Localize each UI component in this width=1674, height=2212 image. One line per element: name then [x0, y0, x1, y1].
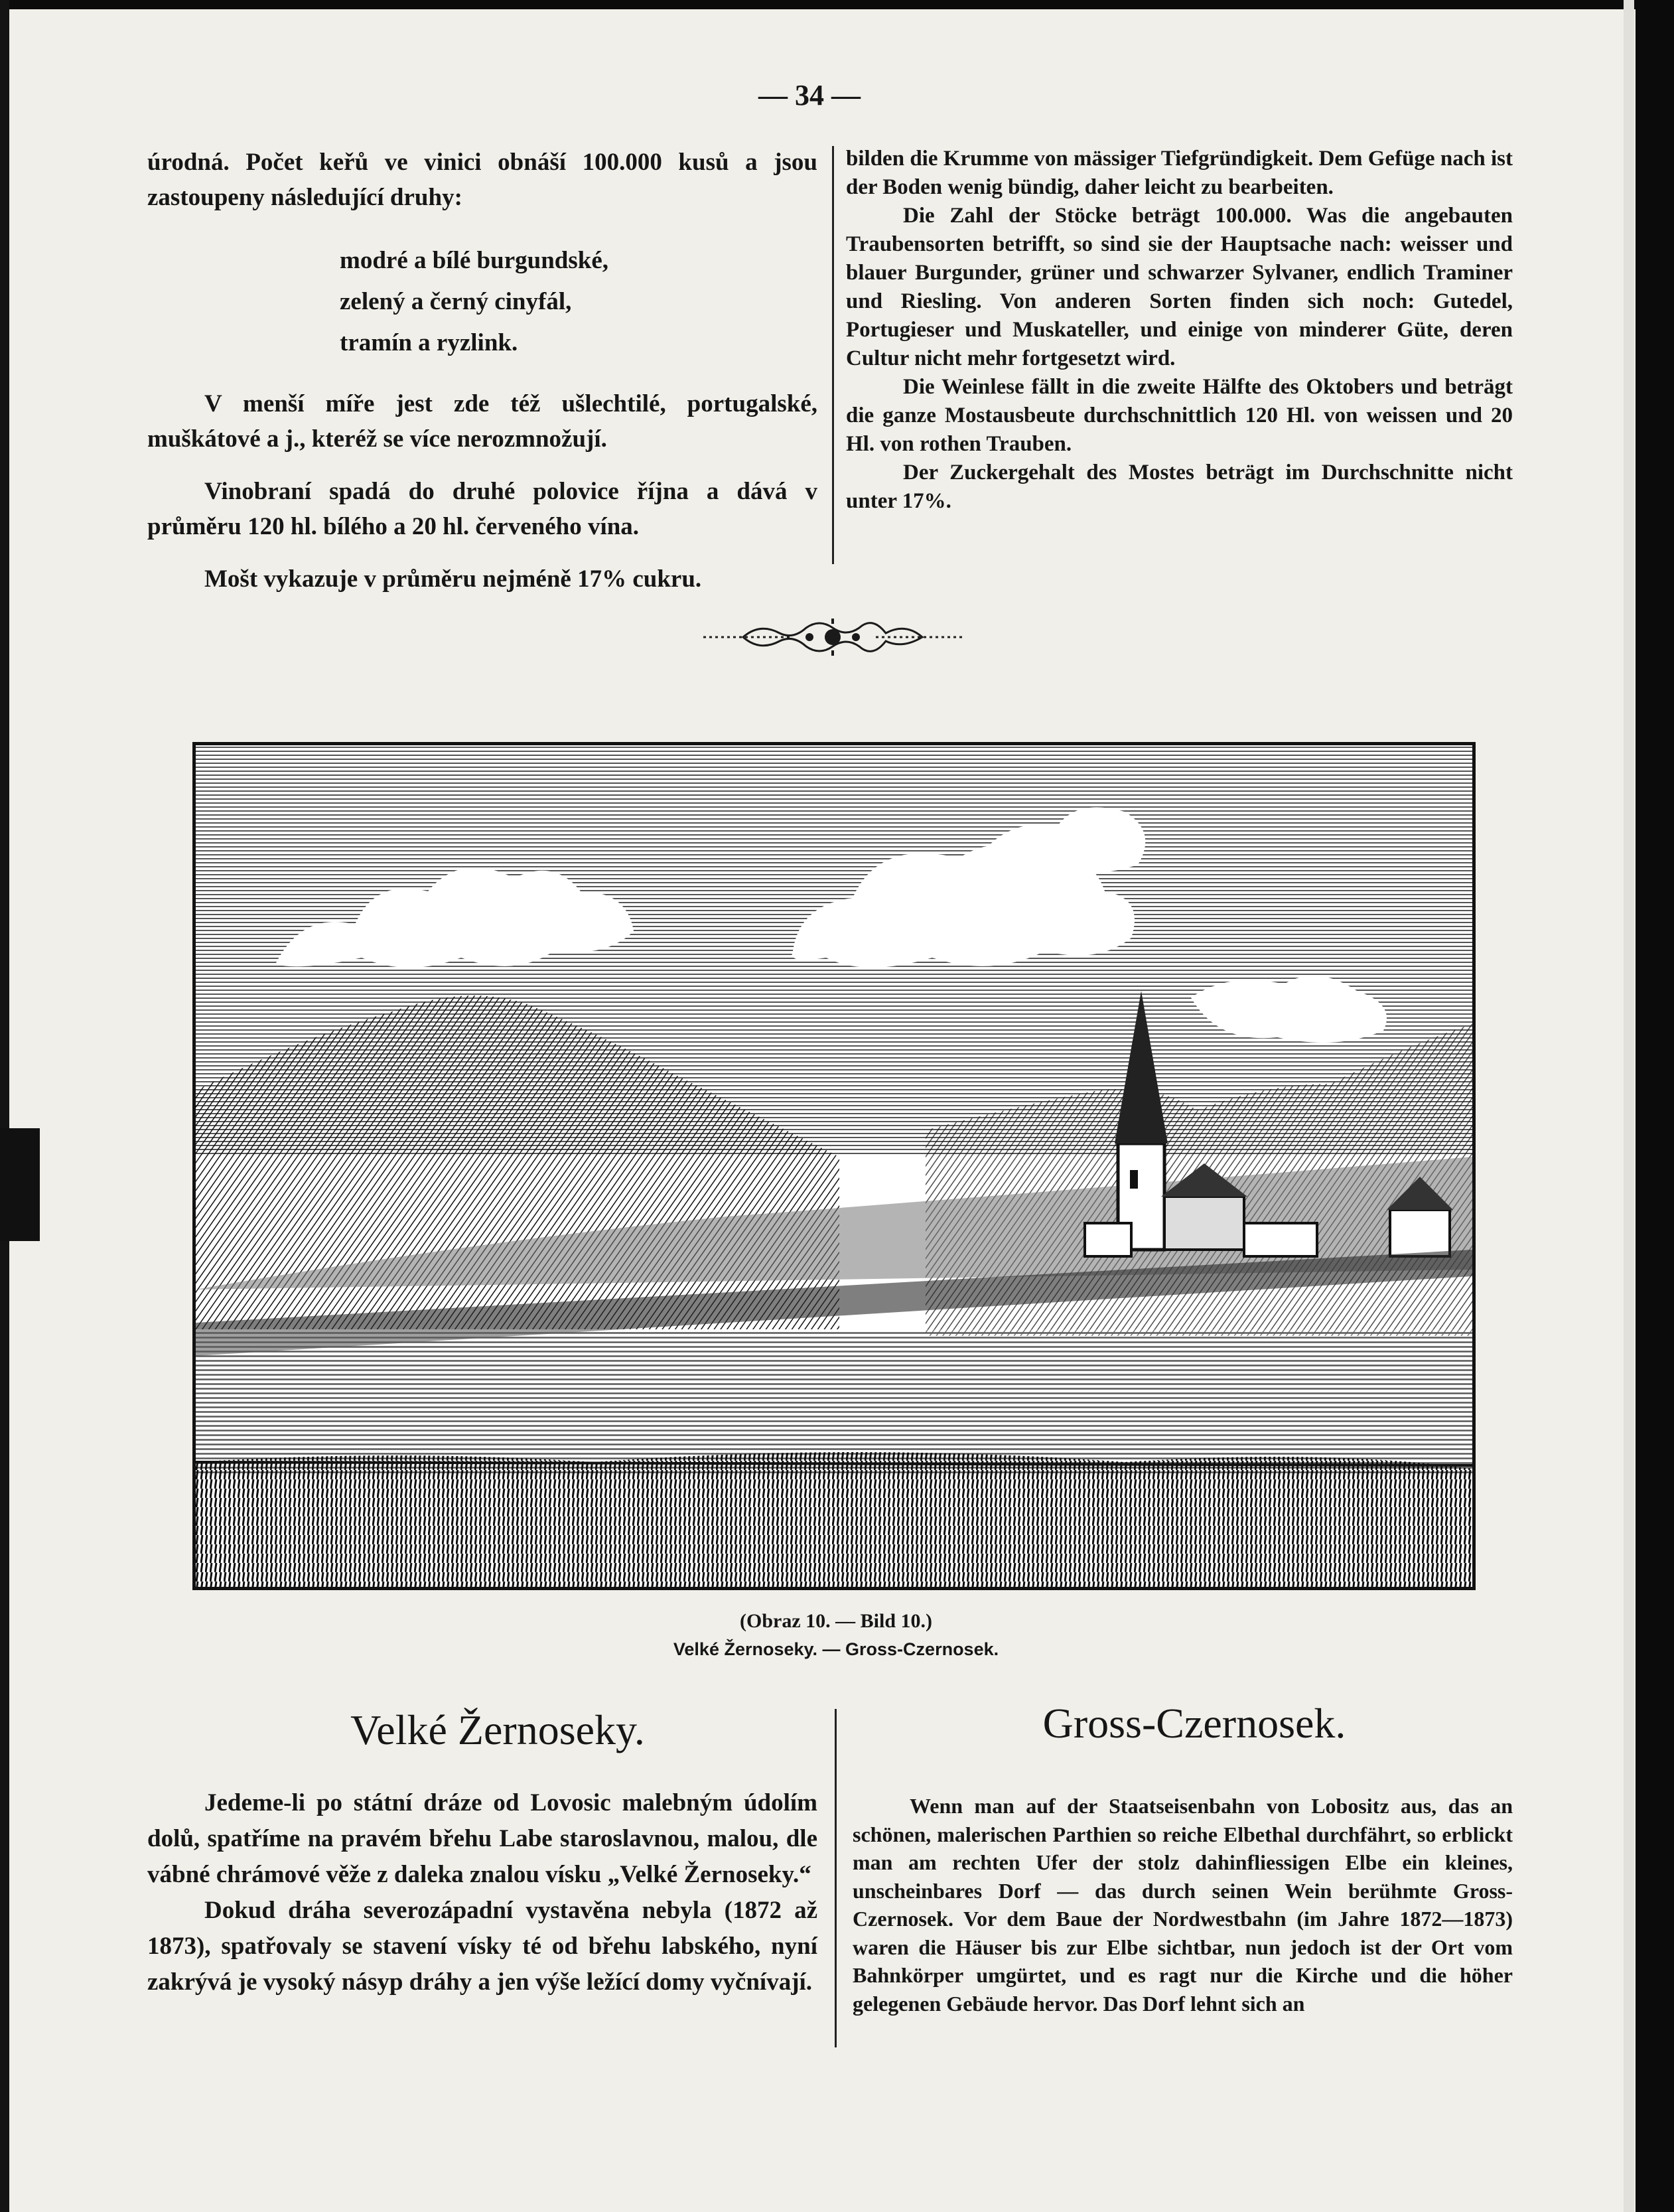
figure-caption-number: (Obraz 10. — Bild 10.)	[740, 1610, 932, 1632]
page-number: — 34 —	[758, 79, 861, 111]
decorative-ornament-icon	[703, 617, 962, 657]
landscape-engraving	[196, 745, 1472, 1587]
scan-border-left	[0, 0, 9, 2212]
czech-must-paragraph: Mošt vykazuje v průměru nejméně 17% cukru.	[204, 565, 702, 593]
scan-border-right	[1636, 0, 1674, 2212]
german-section-paragraph: Wenn man auf der Staatseisenbahn von Lobositz aus, das an schönen, malerischen Parthien so reiche Elbethal durchfährt, so erblickt man am rechten Ufer der stolz dahinfliessigen Elbe ein kleines, unscheinbares Dorf — das durch seinen Wein berühmte Gross-Czernosek. Vor dem Baue der Nordwestbahn (im Jahre 1872—1873) waren die Häuser bis zur Elbe sichtbar, nun jedoch ist der Ort vom Bahnkörper umgürtet, und es ragt nur die Kirche und die höher gelegenen Gebäude hervor. Das Dorf lehnt sich an	[853, 1794, 1513, 2016]
czech-column-bottom	[147, 1785, 817, 2000]
czech-section-paragraph: Dokud dráha severozápadní vystavěna nebyla (1872 až 1873), spatřovaly se stavení vísky té od břehu labského, nyní zakrývá je vysoký násyp dráhy a jen výše ležící domy vyčnívají.	[147, 1897, 817, 1996]
grape-variety-list	[340, 240, 817, 364]
scan-page-edge	[1624, 0, 1634, 2212]
variety-line: tramín a ryzlink.	[340, 329, 518, 356]
czech-harvest-paragraph: Vinobraní spadá do druhé polovice října a dává v průměru 120 hl. bílého a 20 hl. červeného vína.	[147, 478, 817, 540]
engraving-illustration	[192, 742, 1476, 1590]
czech-section-paragraph: Jedeme-li po státní dráze od Lovosic malebným údolím dolů, spatříme na pravém břehu Labe staroslavnou, malou, dle vábné chrámové věže z daleka znalou vísku „Velké Žernoseky.“	[147, 1789, 817, 1888]
german-soil-paragraph: bilden die Krumme von mässiger Tiefgründigkeit. Dem Gefüge nach ist der Boden wenig bündig, daher leicht zu bearbeiten.	[846, 147, 1513, 199]
czech-column-top	[147, 145, 817, 597]
figure-caption-title: Velké Žernoseky. — Gross-Czernosek.	[673, 1639, 999, 1659]
german-column-top	[846, 145, 1513, 516]
scan-binding-notch	[0, 1128, 40, 1241]
variety-line: zelený a černý cinyfál,	[340, 288, 572, 315]
czech-minor-varieties-paragraph: V menší míře jest zde též ušlechtilé, portugalské, muškátové a j., kteréž se více nerozmnožují.	[147, 390, 817, 453]
czech-section-heading: Velké Žernoseky.	[350, 1706, 645, 1753]
german-varieties-paragraph: Die Zahl der Stöcke beträgt 100.000. Was die angebauten Traubensorten betrifft, so sind sie der Hauptsache nach: weisser und blauer Burgunder, grüner und schwarzer Sylvaner, endlich Traminer und Riesling. Von anderen Sorten finden sich noch: Gutedel, Portugieser und Muskateller, und einige von minderer Güte, deren Cultur nicht mehr fortgesetzt wird.	[846, 204, 1513, 370]
variety-line: modré a bílé burgundské,	[340, 247, 609, 274]
german-section-heading: Gross-Czernosek.	[1042, 1700, 1346, 1747]
german-sugar-paragraph: Der Zuckergehalt des Mostes beträgt im Durchschnitte nicht unter 17%.	[846, 461, 1513, 513]
column-divider-bottom	[835, 1709, 837, 2047]
czech-intro-paragraph: úrodná. Počet keřů ve vinici obnáší 100.000 kusů a jsou zastoupeny následující druhy:	[147, 149, 817, 211]
scan-border-top	[0, 0, 1674, 9]
column-divider-top	[832, 146, 834, 564]
german-harvest-paragraph: Die Weinlese fällt in die zweite Hälfte des Oktobers und beträgt die ganze Mostausbeute durchschnittlich 120 Hl. von weissen und 20 Hl. von rothen Trauben.	[846, 375, 1513, 456]
german-column-bottom	[853, 1792, 1513, 2018]
